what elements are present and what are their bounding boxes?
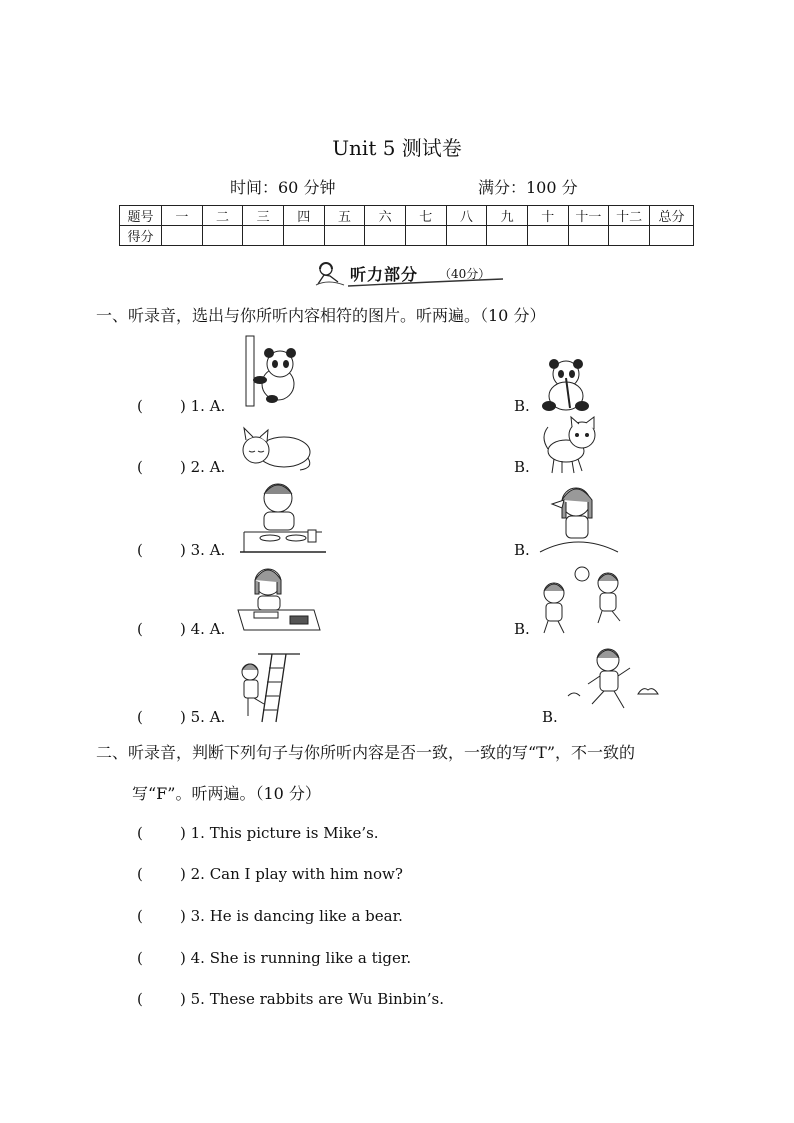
s2-item1-text: ) 1. This picture is Mike’s. xyxy=(180,824,379,842)
s1-item2-paren xyxy=(137,458,143,476)
s2-item1-paren: ( xyxy=(137,824,143,842)
s1-item5-b-label: B. xyxy=(542,708,558,726)
close-paren: ) xyxy=(180,620,186,638)
score-header-cell: 六 xyxy=(365,206,406,226)
banner-label: 听力部分 xyxy=(350,265,419,284)
score-cell[interactable] xyxy=(162,226,203,246)
s1-item1-paren xyxy=(137,397,143,415)
score-table-score-row xyxy=(120,226,694,246)
boy-eating-picture[interactable] xyxy=(240,480,326,556)
open-paren: ( xyxy=(137,541,143,559)
s2-item4-paren: ( xyxy=(137,949,143,967)
score-header-cell: 十二 xyxy=(609,206,650,226)
s2-item2-text: ) 2. Can I play with him now? xyxy=(180,865,403,883)
s1-item4-num xyxy=(180,620,225,638)
s2-item5-text: ) 5. These rabbits are Wu Binbin’s. xyxy=(180,990,444,1008)
s1-item4-b-label: B. xyxy=(514,620,530,638)
score-table-header-row xyxy=(120,206,694,226)
score-header-cell: 九 xyxy=(487,206,528,226)
section2-heading-line2: 写“F”。听两遍。（10 分） xyxy=(132,784,321,803)
cat-sleeping-picture[interactable] xyxy=(236,422,314,474)
score-header-cell: 七 xyxy=(405,206,446,226)
score-header-cell: 十一 xyxy=(568,206,609,226)
banner-points: （40分） xyxy=(439,267,491,281)
close-paren: ) xyxy=(180,541,186,559)
score-cell[interactable] xyxy=(609,226,650,246)
open-paren: ( xyxy=(137,708,143,726)
s2-item3-paren: ( xyxy=(137,907,143,925)
section2-heading-line1: 二、听录音，判断下列句子与你所听内容是否一致，一致的写“T”，不一致的 xyxy=(96,743,636,762)
full-score: 满分：100 分 xyxy=(478,178,578,197)
score-header-cell: 总分 xyxy=(650,206,694,226)
s1-item5-paren xyxy=(137,708,143,726)
s1-item3-num xyxy=(180,541,225,559)
kids-playing-ball-picture[interactable] xyxy=(538,565,630,635)
score-table xyxy=(119,205,694,246)
score-header-cell: 八 xyxy=(446,206,487,226)
option-a-label: 2. A. xyxy=(190,458,226,476)
section1-heading: 一、听录音，选出与你所听内容相符的图片。听两遍。（10 分） xyxy=(96,306,546,325)
s1-item2-b-label: B. xyxy=(514,458,530,476)
headphone-kid-icon xyxy=(312,260,346,286)
s1-item2-num xyxy=(180,458,225,476)
option-a-label: 1. A. xyxy=(190,397,226,415)
score-cell[interactable] xyxy=(324,226,365,246)
score-row-label: 得分 xyxy=(120,226,162,246)
s2-item2-paren: ( xyxy=(137,865,143,883)
panda-on-tree-picture[interactable] xyxy=(236,336,304,406)
panda-eating-bamboo-picture[interactable] xyxy=(540,358,594,412)
s2-item4-text: ) 4. She is running like a tiger. xyxy=(180,949,412,967)
score-cell[interactable] xyxy=(446,226,487,246)
score-header-cell: 一 xyxy=(162,206,203,226)
s1-item3-b-label: B. xyxy=(514,541,530,559)
open-paren: ( xyxy=(137,397,143,415)
score-header-cell: 十 xyxy=(527,206,568,226)
exam-time: 时间：60 分钟 xyxy=(230,178,336,197)
score-cell[interactable] xyxy=(650,226,694,246)
s2-item5-paren: ( xyxy=(137,990,143,1008)
listening-section-banner xyxy=(312,260,502,286)
page-title: Unit 5 测试卷 xyxy=(332,136,462,160)
score-cell[interactable] xyxy=(202,226,243,246)
cat-walking-picture[interactable] xyxy=(540,417,602,475)
s2-item3-text: ) 3. He is dancing like a bear. xyxy=(180,907,403,925)
close-paren: ) xyxy=(180,458,186,476)
s1-item4-paren xyxy=(137,620,143,638)
score-cell[interactable] xyxy=(568,226,609,246)
score-cell[interactable] xyxy=(487,226,528,246)
banner-underline xyxy=(348,276,508,288)
score-cell[interactable] xyxy=(243,226,284,246)
s1-item1-b-label: B. xyxy=(514,397,530,415)
score-cell[interactable] xyxy=(405,226,446,246)
s1-item5-num xyxy=(180,708,225,726)
score-cell[interactable] xyxy=(283,226,324,246)
girl-drawing-picture[interactable] xyxy=(236,566,322,636)
option-a-label: 5. A. xyxy=(190,708,226,726)
s1-item3-paren xyxy=(137,541,143,559)
open-paren: ( xyxy=(137,458,143,476)
girl-eating-picture[interactable] xyxy=(538,482,620,554)
s1-item1-num xyxy=(180,397,225,415)
boy-running-picture[interactable] xyxy=(568,646,660,716)
open-paren: ( xyxy=(137,620,143,638)
close-paren: ) xyxy=(180,708,186,726)
boy-climbing-ladder-picture[interactable] xyxy=(236,654,302,724)
option-a-label: 3. A. xyxy=(190,541,226,559)
score-cell[interactable] xyxy=(527,226,568,246)
score-header-cell: 二 xyxy=(202,206,243,226)
score-header-cell: 五 xyxy=(324,206,365,226)
close-paren: ) xyxy=(180,397,186,415)
score-header-cell: 三 xyxy=(243,206,284,226)
score-header-cell: 题号 xyxy=(120,206,162,226)
option-a-label: 4. A. xyxy=(190,620,226,638)
score-cell[interactable] xyxy=(365,226,406,246)
score-header-cell: 四 xyxy=(283,206,324,226)
